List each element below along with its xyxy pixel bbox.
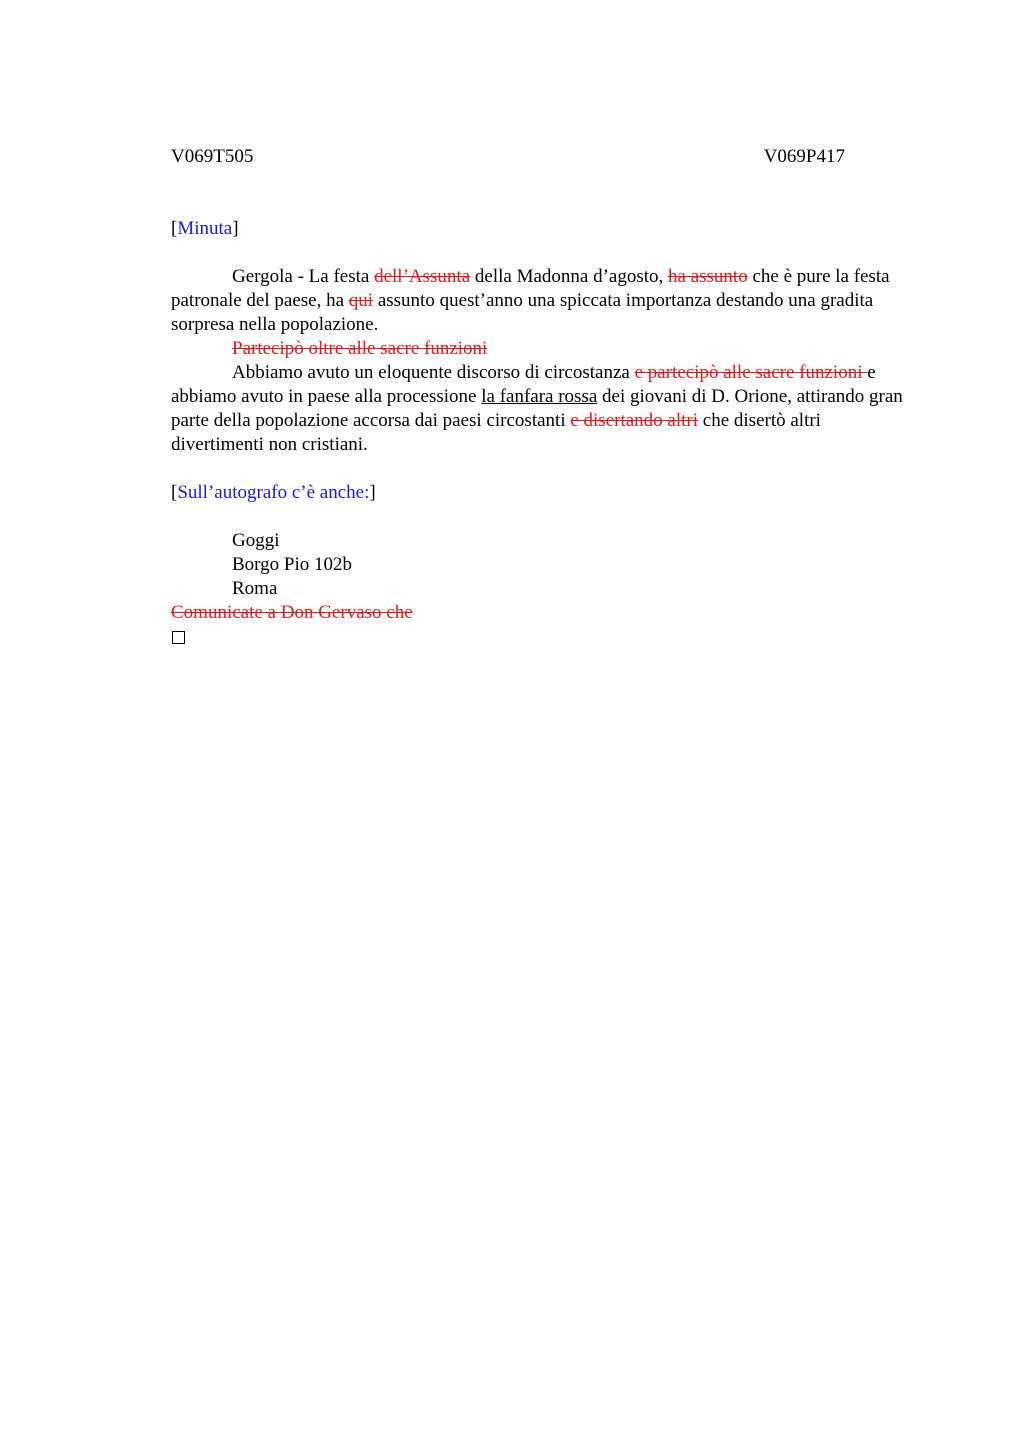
- address-line: Roma: [232, 578, 278, 599]
- deleted-text: ha assunto: [668, 266, 748, 287]
- paragraph-1: Gergola - La festa dell’Assunta della Madonna d’agosto, ha assunto che è pure la festa patronale del paese, ha qui assunto quest’anno una spiccata importanza destando una gradita sorpresa nella popolazione.: [171, 266, 890, 335]
- deleted-text: e partecipò alle sacre funzioni: [634, 362, 868, 383]
- left-code: V069T505: [171, 146, 254, 167]
- underlined-text: la fanfara rossa: [481, 386, 598, 407]
- address-block: [171, 529, 917, 601]
- header-codes: [171, 145, 845, 169]
- autografo-label: Sull’autografo c’è anche:: [177, 482, 370, 503]
- checkbox-square-icon: [171, 625, 917, 651]
- section-autografo: [Sull’autografo c’è anche:]: [171, 482, 376, 503]
- address-line: Borgo Pio 102b: [232, 554, 353, 575]
- document-page: [171, 145, 917, 651]
- minuta-label: Minuta: [177, 218, 233, 239]
- paragraph-2: Abbiamo avuto un eloquente discorso di circostanza e partecipò alle sacre funzioni e abbiamo avuto in paese alla processione la fanfara rossa dei giovani di D. Orione, attirando gran parte della popolazione accorsa dai paesi circostanti e disertando altri che disertò altri divertimenti non cristiani.: [171, 362, 903, 455]
- deleted-text: dell’Assunta: [374, 266, 471, 287]
- deleted-text: e disertando altri: [570, 410, 699, 431]
- right-code: V069P417: [763, 146, 845, 167]
- struck-footer: Comunicate a Don Gervaso che: [171, 602, 413, 623]
- deleted-text: qui: [348, 290, 374, 311]
- section-minuta: [Minuta]: [171, 218, 239, 239]
- address-line: Goggi: [232, 530, 280, 551]
- struck-line: Partecipò oltre alle sacre funzioni: [232, 338, 488, 359]
